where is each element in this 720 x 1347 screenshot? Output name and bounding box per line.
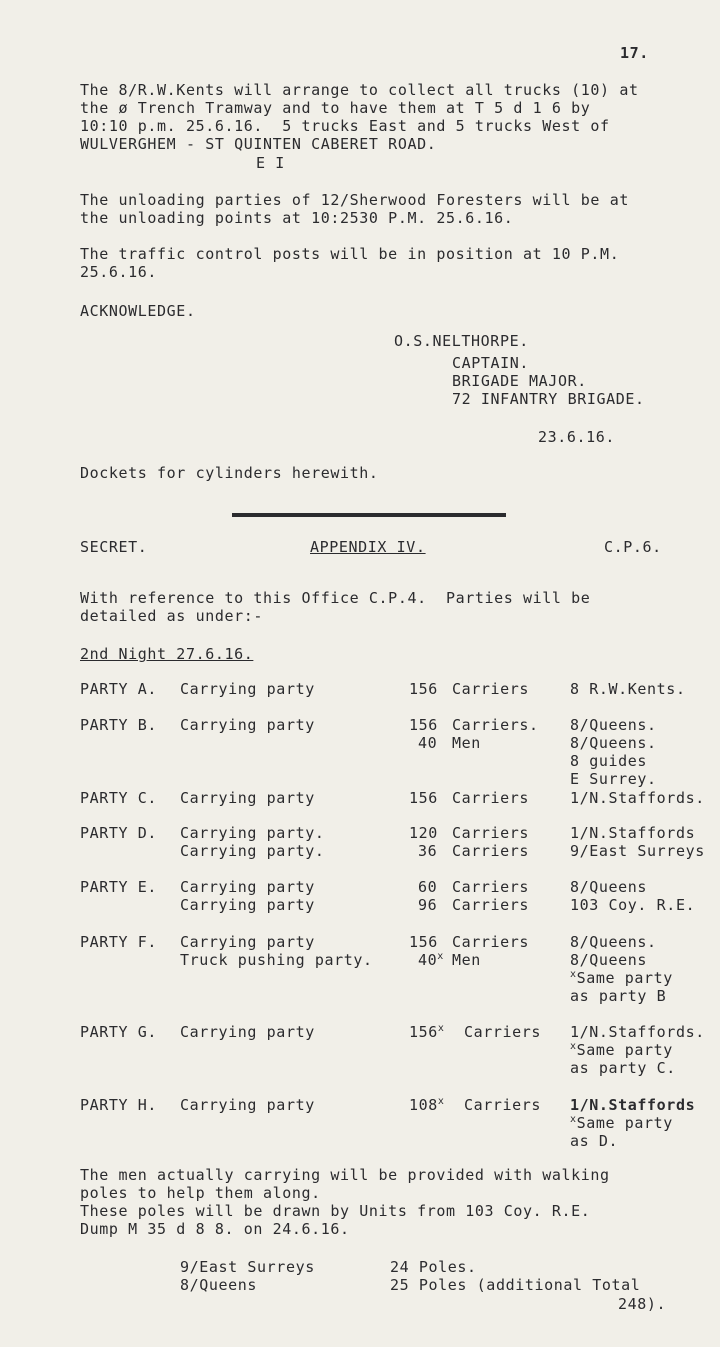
party-b-unit4: E Surrey. [570,770,657,788]
poles-unit2: 8/Queens [180,1276,258,1294]
party-g-unit: 1/N.Staffords. [570,1023,705,1041]
party-g-num-group [409,1023,445,1041]
party-f-what2: Men [452,951,481,969]
footer-line2: poles to help them along. [80,1184,321,1202]
party-h-what: Carriers [464,1096,542,1114]
poles-unit1: 9/East Surreys [180,1258,315,1276]
party-g-task: Carrying party [180,1023,315,1041]
party-d-unit1: 1/N.Staffords [570,824,696,842]
para2-line2: the unloading points at 10:2530 P.M. 25.6.16. [80,209,514,227]
cross-mark: x [570,1041,577,1052]
party-e-num1: 60 [418,878,438,896]
signature-unit: 72 INFANTRY BRIGADE. [452,390,645,408]
party-e-unit1: 8/Queens [570,878,648,896]
party-h-note1-group [570,1114,673,1132]
party-b-num1: 156 [409,716,438,734]
para2-line1: The unloading parties of 12/Sherwood Foresters will be at [80,191,629,209]
party-e-task1: Carrying party [180,878,315,896]
acknowledge: ACKNOWLEDGE. [80,302,196,320]
party-d-label: PARTY D. [80,824,158,842]
party-b-num2: 40 [418,734,438,752]
party-f-num2-group [418,951,444,969]
party-h-num: 108 [409,1096,438,1114]
separator-rule [232,513,506,517]
party-f-unit2: 8/Queens [570,951,648,969]
cross-mark: x [570,1114,577,1125]
party-d-task1: Carrying party. [180,824,325,842]
header-appendix: APPENDIX IV. [310,538,426,556]
para1-line2: the ø Trench Tramway and to have them at T 5 d 1 6 by [80,99,591,117]
header-secret: SECRET. [80,538,148,556]
night-heading: 2nd Night 27.6.16. [80,645,254,663]
party-h-note1: Same party [576,1114,673,1132]
party-d-num2: 36 [418,842,438,860]
party-h-unit: 1/N.Staffords [570,1096,696,1114]
party-g-note2: as party C. [570,1059,676,1077]
party-f-num2: 40 [418,951,438,969]
header-ref: C.P.6. [604,538,662,556]
party-f-task1: Carrying party [180,933,315,951]
signature-name: O.S.NELTHORPE. [394,332,529,350]
party-h-note2: as D. [570,1132,619,1150]
party-e-num2: 96 [418,896,438,914]
page-number: 17. [620,44,649,62]
party-b-unit3: 8 guides [570,752,648,770]
party-e-what2: Carriers [452,896,530,914]
poles-count2: 25 Poles (additional Total [390,1276,641,1294]
party-b-what1: Carriers. [452,716,539,734]
party-c-num: 156 [409,789,438,807]
party-f-task2: Truck pushing party. [180,951,373,969]
party-a-unit: 8 R.W.Kents. [570,680,686,698]
party-h-num-group [409,1096,445,1114]
party-f-num1: 156 [409,933,438,951]
signature-role: BRIGADE MAJOR. [452,372,587,390]
party-f-what1: Carriers [452,933,530,951]
cross-mark: x [437,1096,445,1107]
footer-line1: The men actually carrying will be provided with walking [80,1166,610,1184]
para3-line1: The traffic control posts will be in position at 10 P.M. [80,245,620,263]
party-e-unit2: 103 Coy. R.E. [570,896,696,914]
party-g-note1: Same party [576,1041,673,1059]
party-d-what2: Carriers [452,842,530,860]
party-c-unit: 1/N.Staffords. [570,789,705,807]
party-b-label: PARTY B. [80,716,158,734]
party-b-unit1: 8/Queens. [570,716,657,734]
party-f-label: PARTY F. [80,933,158,951]
party-e-what1: Carriers [452,878,530,896]
party-d-task2: Carrying party. [180,842,325,860]
cross-mark: x [570,969,577,980]
party-h-task: Carrying party [180,1096,315,1114]
party-b-what2: Men [452,734,481,752]
footer-line3: These poles will be drawn by Units from 103 Coy. R.E. [80,1202,591,1220]
para1-line3: 10:10 p.m. 25.6.16. 5 trucks East and 5 trucks West of [80,117,610,135]
party-b-unit2: 8/Queens. [570,734,657,752]
party-a-what: Carriers [452,680,530,698]
party-e-label: PARTY E. [80,878,158,896]
party-g-label: PARTY G. [80,1023,158,1041]
party-c-label: PARTY C. [80,789,158,807]
signature-rank: CAPTAIN. [452,354,530,372]
party-c-task: Carrying party [180,789,315,807]
party-h-label: PARTY H. [80,1096,158,1114]
para3-line2: 25.6.16. [80,263,158,281]
cross-mark: x [437,1023,445,1034]
party-d-num1: 120 [409,824,438,842]
party-g-note1-group [570,1041,673,1059]
party-g-num: 156 [409,1023,438,1041]
intro-line1: With reference to this Office C.P.4. Parties will be [80,589,591,607]
party-c-what: Carriers [452,789,530,807]
party-a-label: PARTY A. [80,680,158,698]
party-a-num: 156 [409,680,438,698]
intro-line2: detailed as under:- [80,607,263,625]
cross-mark: x [437,951,444,962]
party-f-unit1: 8/Queens. [570,933,657,951]
party-f-note2: as party B [570,987,667,1005]
party-g-what: Carriers [464,1023,542,1041]
party-e-task2: Carrying party [180,896,315,914]
party-b-task: Carrying party [180,716,315,734]
signature-date: 23.6.16. [538,428,616,446]
footer-line4: Dump M 35 d 8 8. on 24.6.16. [80,1220,350,1238]
party-f-note1-group [570,969,673,987]
poles-total: 248). [618,1295,667,1313]
para1-line1: The 8/R.W.Kents will arrange to collect all trucks (10) at [80,81,639,99]
party-d-what1: Carriers [452,824,530,842]
para1-line4: WULVERGHEM - ST QUINTEN CABERET ROAD. [80,135,437,153]
dockets-note: Dockets for cylinders herewith. [80,464,379,482]
party-f-note1: Same party [576,969,673,987]
party-d-unit2: 9/East Surreys [570,842,705,860]
para1-line5: E I [256,154,285,172]
poles-count1: 24 Poles. [390,1258,477,1276]
party-a-task: Carrying party [180,680,315,698]
